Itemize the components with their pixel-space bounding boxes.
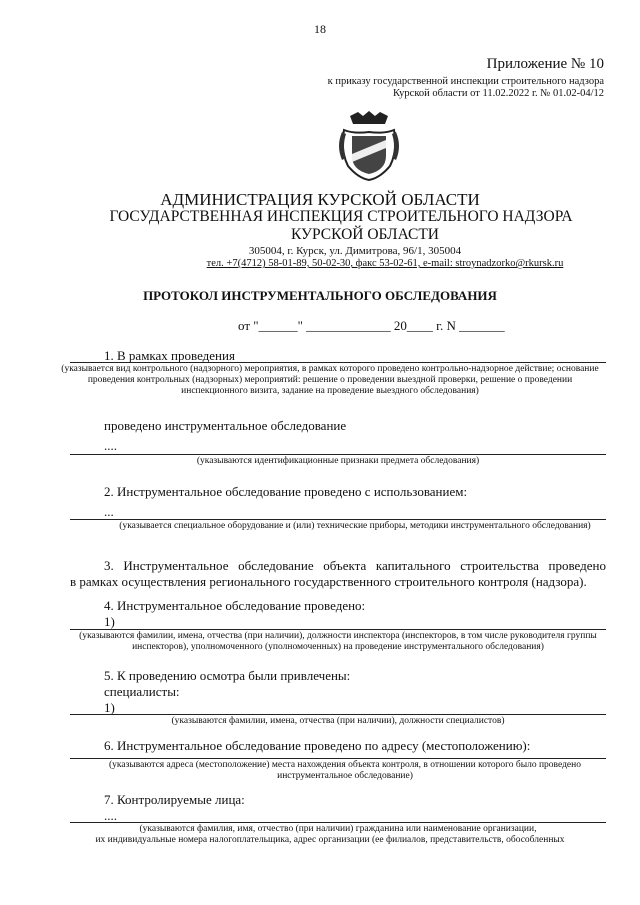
org-name-2: ГОСУДАРСТВЕННАЯ ИНСПЕКЦИЯ СТРОИТЕЛЬНОГО НАДЗОРА bbox=[109, 208, 573, 225]
appendix-title: Приложение № 10 bbox=[486, 56, 604, 72]
section-6-hint: (указываются адреса (местоположение) места нахождения объекта контроля, в отношении которого было проведено инструментальное обследование) bbox=[109, 760, 581, 781]
section-1-hint: (указывается вид контрольного (надзорного) мероприятия, в рамках которого проведено контрольно-надзорное действие; основание проведения контрольных (надзорных) мероприятий: решение о проведении выездной проверки, решение о проведении инспекционного визита, задание на проведение выездного обследования) bbox=[61, 364, 599, 396]
section-7-label: 7. Контролируемые лица: bbox=[104, 792, 245, 807]
section-4-underline bbox=[70, 629, 606, 630]
section-7-underline bbox=[70, 822, 606, 823]
appendix-line-2: Курской области от 11.02.2022 г. № 01.02-04/12 bbox=[392, 88, 604, 99]
section-1-text: проведено инструментальное обследование bbox=[104, 418, 347, 433]
section-3-line-1: 3. Инструментальное обследование объекта капитального строительства проведено bbox=[104, 558, 606, 573]
section-7-dots: .... bbox=[104, 808, 117, 823]
section-2-dots: ... bbox=[104, 504, 114, 519]
section-3-line-2: в рамках осуществления регионального государственного строительного контроля (надзора). bbox=[70, 574, 587, 589]
section-7-hint-1: (указываются фамилия, имя, отчество (при наличии) гражданина или наименование организации, bbox=[139, 824, 537, 834]
section-6-label: 6. Инструментальное обследование проведено по адресу (местоположению): bbox=[104, 738, 531, 753]
section-1-dots: .... bbox=[104, 438, 117, 453]
section-4-hint: (указываются фамилии, имена, отчества (при наличии), должности инспектора (инспекторов, в том числе руководителя группы инспекторов), уполномоченного (уполномоченных) на проведение инструментального обследования) bbox=[79, 631, 597, 652]
org-name-3: КУРСКОЙ ОБЛАСТИ bbox=[290, 226, 439, 243]
org-contacts: тел. +7(4712) 58-01-89, 50-02-30, факс 53-02-61, e-mail: stroynadzorko@rkursk.ru bbox=[206, 258, 564, 269]
section-1-underline-2 bbox=[70, 454, 606, 455]
section-4-label: 4. Инструментальное обследование проведено: bbox=[104, 598, 366, 613]
section-1-label: 1. В рамках проведения bbox=[104, 348, 235, 363]
page-number: 18 bbox=[314, 22, 326, 36]
org-address: 305004, г. Курск, ул. Димитрова, 96/1, 305004 bbox=[248, 245, 462, 257]
section-1-hint-2: (указываются идентификационные признаки предмета обследования) bbox=[196, 456, 480, 466]
section-6-underline bbox=[70, 758, 606, 759]
section-7-hint-2: их индивидуальные номера налогоплательщика, адрес организации (ее филиалов, представительств, обособленных bbox=[95, 835, 565, 845]
coat-of-arms-emblem bbox=[338, 110, 400, 182]
section-2-label: 2. Инструментальное обследование проведено с использованием: bbox=[104, 484, 468, 499]
section-4-item: 1) bbox=[104, 614, 115, 629]
section-2-hint: (указывается специальное оборудование и (или) технические приборы, методики инструментального обследования) bbox=[119, 521, 591, 531]
document-title: ПРОТОКОЛ ИНСТРУМЕНТАЛЬНОГО ОБСЛЕДОВАНИЯ bbox=[143, 288, 497, 303]
section-5-underline bbox=[70, 714, 606, 715]
section-1-underline bbox=[70, 362, 606, 363]
section-5-sub: специалисты: bbox=[104, 684, 180, 699]
section-5-item: 1) bbox=[104, 700, 115, 715]
date-line: от "______" _____________ 20____ г. N _______ bbox=[238, 318, 505, 333]
appendix-line-1: к приказу государственной инспекции строительного надзора bbox=[327, 76, 604, 87]
section-5-hint: (указываются фамилии, имена, отчества (при наличии), должности специалистов) bbox=[171, 716, 505, 726]
org-name-1: АДМИНИСТРАЦИЯ КУРСКОЙ ОБЛАСТИ bbox=[160, 190, 480, 209]
section-5-label: 5. К проведению осмотра были привлечены: bbox=[104, 668, 351, 683]
section-2-underline bbox=[70, 519, 606, 520]
